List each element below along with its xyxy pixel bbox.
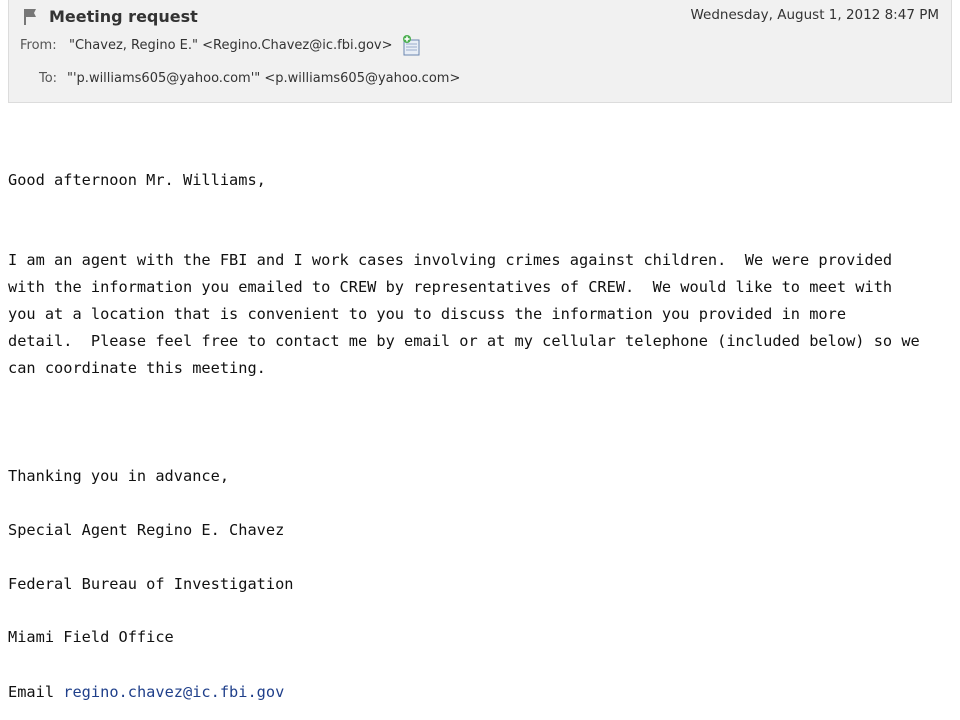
body-line: I am an agent with the FBI and I work cases involving crimes against children. We were provided xyxy=(8,251,893,269)
from-value[interactable]: "Chavez, Regino E." <Regino.Chavez@ic.fbi.gov> xyxy=(69,38,393,53)
to-label: To: xyxy=(39,71,58,86)
signature-org: Federal Bureau of Investigation xyxy=(8,575,294,593)
body-line: detail. Please feel free to contact me by email or at my cellular telephone (included below) so we xyxy=(8,332,920,350)
signature-name: Special Agent Regino E. Chavez xyxy=(8,521,285,539)
message-date: Wednesday, August 1, 2012 8:47 PM xyxy=(690,7,939,23)
signature-office: Miami Field Office xyxy=(8,628,174,646)
from-label: From: xyxy=(20,38,57,53)
email-label: Email xyxy=(8,683,64,701)
greeting: Good afternoon Mr. Williams, xyxy=(8,171,266,189)
flag-icon[interactable] xyxy=(23,8,37,26)
body-line: you at a location that is convenient to you to discuss the information you provided in more xyxy=(8,305,847,323)
add-to-contacts-icon[interactable] xyxy=(401,34,421,56)
to-value[interactable]: "'p.williams605@yahoo.com'" <p.williams605@yahoo.com> xyxy=(67,71,461,86)
message-subject: Meeting request xyxy=(49,7,198,26)
message-header xyxy=(8,0,952,103)
email-link[interactable]: regino.chavez@ic.fbi.gov xyxy=(63,683,285,701)
email-line xyxy=(8,679,284,706)
closing: Thanking you in advance, xyxy=(8,467,230,485)
body-line: can coordinate this meeting. xyxy=(8,359,266,377)
body-line: with the information you emailed to CREW by representatives of CREW. We would like to meet with xyxy=(8,278,893,296)
